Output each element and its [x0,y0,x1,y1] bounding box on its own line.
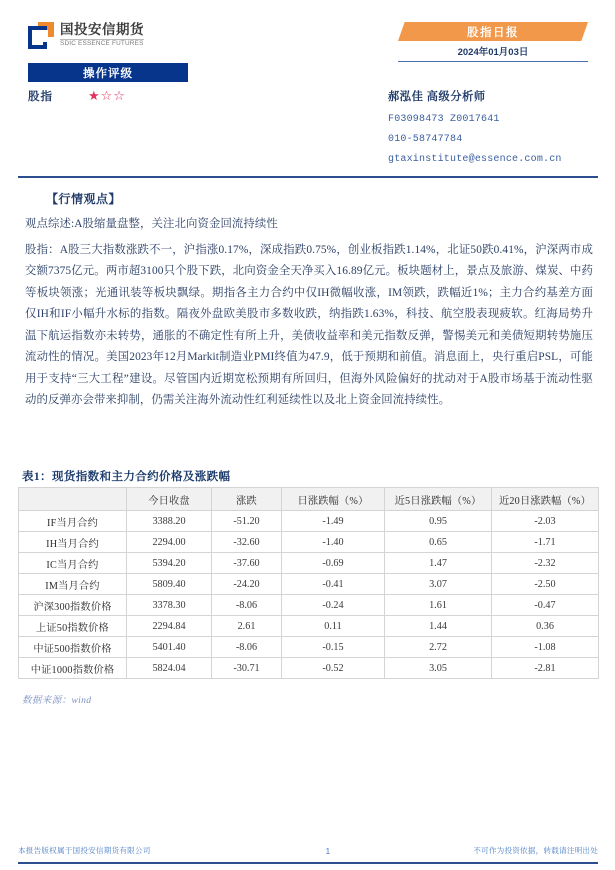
cell-pct-5d: 3.05 [385,658,492,679]
analyst-phone[interactable]: 010-58747784 [388,134,463,145]
cell-change: -37.60 [212,553,282,574]
cell-close: 5394.20 [127,553,212,574]
cell-close: 3388.20 [127,511,212,532]
cell-change: 2.61 [212,616,282,637]
table-title: 表1：现货指数和主力合约价格及涨跌幅 [22,471,231,483]
rating-row [28,88,126,104]
cell-pct-day: -1.40 [282,532,385,553]
footer-disclaimer: 不可作为投资依据，转载请注明出处 [473,846,598,855]
rating-stars-icon: ★☆☆ [88,88,126,104]
table-row [19,595,599,616]
cell-pct-5d: 0.65 [385,532,492,553]
cell-close: 5824.04 [127,658,212,679]
cell-pct-5d: 2.72 [385,637,492,658]
table-col-header: 日涨跌幅（%） [282,488,385,511]
cell-change: -30.71 [212,658,282,679]
analyst-name: 郝泓佳 高级分析师 [388,91,486,103]
table-container [18,487,598,679]
cell-change: -8.06 [212,637,282,658]
analyst-certificate: F03098473 Z0017641 [388,114,500,125]
cell-pct-20d: -2.03 [492,511,599,532]
cell-close: 5401.40 [127,637,212,658]
report-header [0,0,615,178]
cell-change: -51.20 [212,511,282,532]
cell-pct-day: -1.49 [282,511,385,532]
row-label: IM当月合约 [19,574,127,595]
cell-change: -8.06 [212,595,282,616]
commentary-summary: 观点综述:A股缩量盘整，关注北向资金回流持续性 [25,218,278,230]
cell-pct-20d: -1.71 [492,532,599,553]
logo-name-cn: 国投安信期货 [60,22,144,37]
cell-pct-day: -0.41 [282,574,385,595]
table-col-header: 近20日涨跌幅（%） [492,488,599,511]
cell-pct-20d: -2.50 [492,574,599,595]
table-col-header: 今日收盘 [127,488,212,511]
table-header-row [19,488,599,511]
table-row [19,553,599,574]
cell-pct-day: -0.15 [282,637,385,658]
cell-pct-5d: 1.44 [385,616,492,637]
page-footer [18,845,598,856]
cell-close: 3378.30 [127,595,212,616]
footer-copyright: 本报告版权属于国投安信期货有限公司 [18,846,151,855]
cell-change: -32.60 [212,532,282,553]
table-col-header [19,488,127,511]
table-row [19,616,599,637]
cell-close: 5809.40 [127,574,212,595]
table-col-header: 近5日涨跌幅（%） [385,488,492,511]
header-divider [18,176,598,178]
company-logo [28,22,144,49]
cell-pct-day: 0.11 [282,616,385,637]
cell-pct-day: -0.24 [282,595,385,616]
row-label: IF当月合约 [19,511,127,532]
cell-pct-5d: 1.61 [385,595,492,616]
report-date: 2024年01月03日 [398,44,588,62]
commentary-paragraph: 股指：A股三大指数涨跌不一，沪指涨0.17%，深成指跌0.75%，创业板指跌1.14%，北证50跌0.41%，沪深两市成交额7375亿元。两市超3100只个股下跌，北向资金全天净买入16.89亿元。板块题材上，景点及旅游、煤炭、中药等板块领涨；光通讯装等板块飘绿。期指各主力合约中仅IH微幅收涨，IM领跌，跌幅近1%；主力合约基差方面仅IH和IF小幅升水标的指数。隔夜外盘欧美股市多数收跌，纳指跌1.63%，科技、航空股表现疲软。红海局势升温下航运指数亦未转势，通胀的不确定性有所上升，美债收益率和美元指数反弹，警惕美元和美债短期转势施压流动性的情况。美国2023年12月Markit制造业PMI终值为47.9，低于预期和前值。消息面上，央行重启PSL，可能用于支持“三大工程”建设。尽管国内近期宽松预期有所回归，但海外风险偏好的扰动对于A股市场基于流动性驱动的反弹亦会带来抑制，仍需关注海外流动性红利延续性以及北上资金回流持续性。 [25,243,593,406]
badge-label: 股指日报 [467,26,519,39]
table-row [19,574,599,595]
row-label: 沪深300指数价格 [19,595,127,616]
cell-close: 2294.00 [127,532,212,553]
cell-close: 2294.84 [127,616,212,637]
cell-pct-20d: -2.32 [492,553,599,574]
cell-pct-5d: 3.07 [385,574,492,595]
row-label: IH当月合约 [19,532,127,553]
logo-white-notch [37,30,48,42]
market-commentary [25,214,593,416]
logo-mark-icon [28,22,54,49]
cell-pct-5d: 1.47 [385,553,492,574]
logo-name-en: SDIC ESSENCE FUTURES [60,39,144,47]
cell-pct-20d: 0.36 [492,616,599,637]
row-label: 上证50指数价格 [19,616,127,637]
cell-change: -24.20 [212,574,282,595]
analyst-email[interactable]: gtaxinstitute@essence.com.cn [388,154,562,165]
cell-pct-20d: -0.47 [492,595,599,616]
table-row [19,637,599,658]
row-label: 中证500指数价格 [19,637,127,658]
cell-pct-20d: -1.08 [492,637,599,658]
index-futures-table [18,487,599,679]
cell-pct-day: -0.69 [282,553,385,574]
cell-pct-5d: 0.95 [385,511,492,532]
cell-pct-20d: -2.81 [492,658,599,679]
table-col-header: 涨跌 [212,488,282,511]
rating-bar-title: 操作评级 [28,63,188,82]
table-row [19,658,599,679]
table-row [19,532,599,553]
row-label: 中证1000指数价格 [19,658,127,679]
footer-divider [18,862,598,864]
analyst-info [388,88,598,174]
footer-page-number: 1 [325,845,331,856]
row-label: IC当月合约 [19,553,127,574]
cell-pct-day: -0.52 [282,658,385,679]
table-source-note: 数据来源：wind [22,695,92,706]
report-type-badge [398,22,588,41]
rating-item-label: 股指 [28,91,53,103]
table-row [19,511,599,532]
section-title-market-view: 【行情观点】 [46,192,122,206]
